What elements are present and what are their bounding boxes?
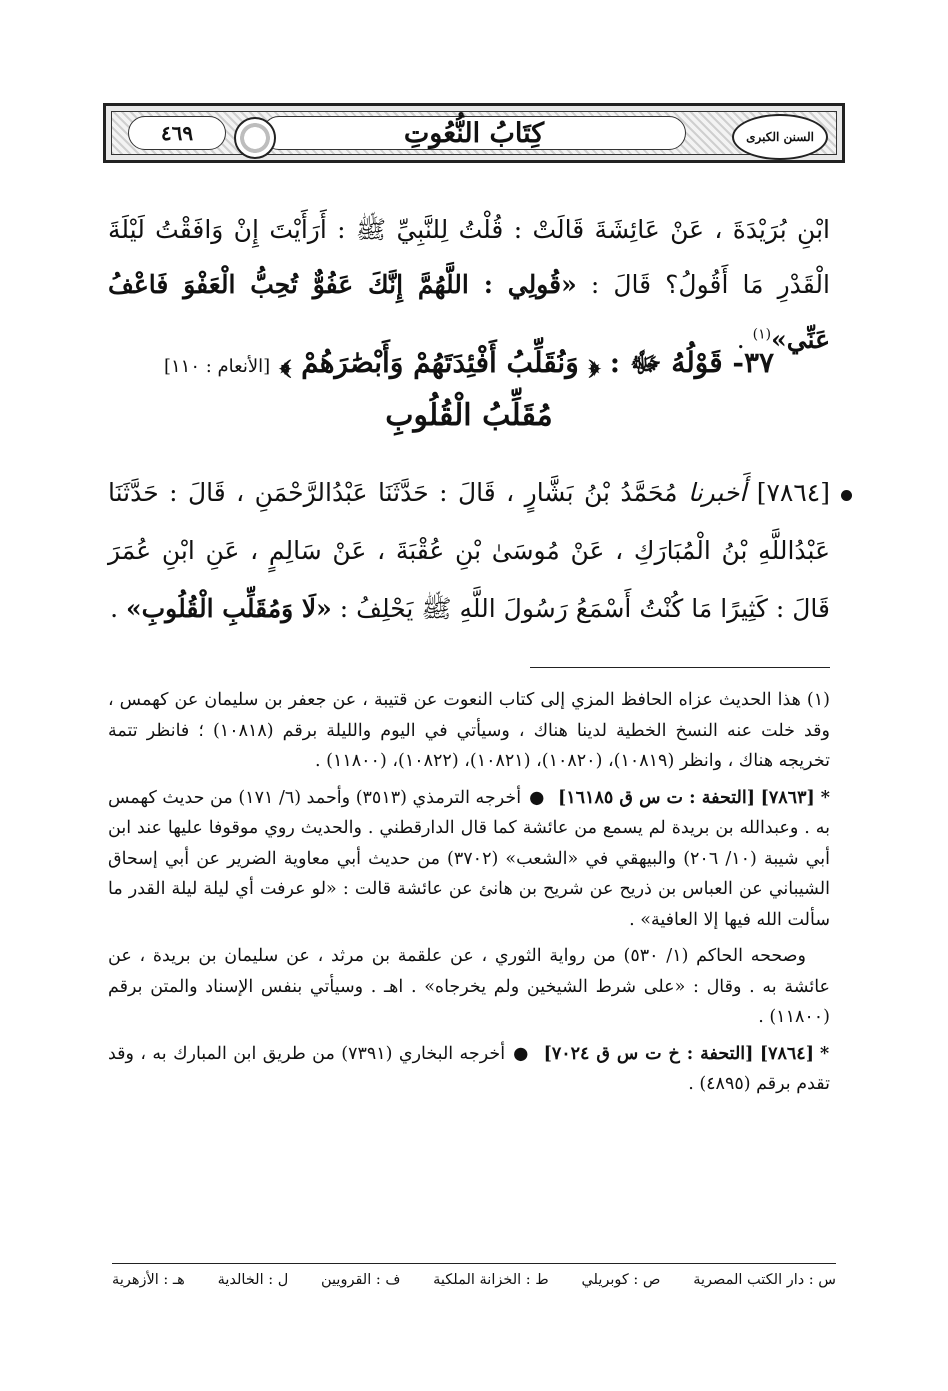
page-header: [103, 103, 845, 163]
prophetic-quote: «قُولِي : اللَّهُمَّ إِنَّكَ عَفُوٌّ تُحِبُّ الْعَفْوَ فَاعْفُ عَنِّي»: [108, 270, 830, 354]
hadith-end: .: [110, 594, 127, 623]
chapter-subtitle: مُقَلِّبُ الْقُلُوبِ: [385, 398, 553, 433]
hadith-7864: [108, 464, 830, 638]
bullet-icon: ●: [529, 787, 545, 808]
footnote-1: (١) هذا الحديث عزاه الحافظ المزي إلى كتاب النعوت عن قتيبة ، عن جعفر بن سليمان عن كهمس ، وقد خلت عنه النسخ الخطية لدينا هناك ، وسيأتي في اليوم والليلة برقم (١٠٨١٨) ؛ فانظر تتمة تخريجه هناك ، وانظر (١٠٨١٩)، (١٠٨٢٠)، (١٠٨٢١)، (١٠٨٢٢)، (١١٨٠٠) .: [108, 690, 830, 771]
takhrij-text-7864: أخرجه البخاري (٧٣٩١) من طريق ابن المبارك به ، وقد تقدم برقم (٤٨٩٥) .: [108, 1043, 830, 1094]
footnote-reference-1: (١): [752, 326, 772, 343]
intro-line-1: ابْنِ بُرَيْدَةَ ، عَنْ عَائِشَةَ قَالَتْ : قُلْتُ لِلنَّبِيِّ ﷺ : أَرَأَيْتَ إِنْ وَافَقْتُ لَيْلَةَ الْقَدْرِ: [108, 215, 830, 299]
siglum-item: س : دار الكتب المصرية: [693, 1272, 836, 1288]
bullet-icon: ●: [513, 1043, 530, 1064]
hadith-quote: «لَا وَمُقَلِّبِ الْقُلُوبِ»: [126, 594, 332, 623]
page-number: ٤٦٩: [160, 121, 194, 145]
footnotes-section: [108, 685, 830, 1106]
asterisk-icon: *: [820, 787, 830, 808]
siglum-item: ل : الخالدية: [217, 1272, 289, 1288]
manuscript-sigla: [112, 1272, 836, 1288]
header-title-frame: [262, 116, 686, 150]
tuhfa-reference-7863: [التحفة : ت س ق ١٦١٨٥]: [557, 787, 755, 808]
header-ornament-pattern: [111, 111, 837, 155]
page-number-frame: [128, 116, 226, 150]
siglum-item: ط : الخزانة الملكية: [433, 1272, 549, 1288]
series-seal-logo: [732, 114, 828, 160]
hadith-text: مُحَمَّدُ بْنُ بَشَّارٍ ، قَالَ : حَدَّثَنَا عَبْدُالرَّحْمَنِ ، قَالَ : حَدَّثَنَا عَبْدُاللَّهِ بْنُ الْمُبَارَكِ ، عَنْ مُوسَىٰ بْنِ عُقْبَةَ ، عَنْ سَالِمٍ ، عَنِ ابْنِ عُمَرَ قَالَ : كَثِيرًا مَا كُنْتُ أَسْمَعُ رَسُولَ اللَّهِ ﷺ يَحْلِفُ :: [108, 478, 830, 623]
siglum-item: ص : كوبريلي: [581, 1272, 661, 1288]
sigla-divider: [112, 1263, 836, 1264]
takhrij-note-7864: [108, 1039, 830, 1100]
takhrij-text-7863: أخرجه الترمذي (٣٥١٣) وأحمد (٦/ ١٧١) من حديث كهمس به . وعبدالله بن بريدة لم يسمع من عائشة كما قال الدارقطني . والحديث روي موقوفا عليها عند ابن أبي شيبة (١٠/ ٢٠٦) والبيهقي في «الشعب» (٣٧٠٢) من حديث أبي معاوية الضرير عن أبي إسحاق الشيباني عن العباس بن ذريح عن شريح بن هانئ عن عائشة قالت : «لو عرفت أي ليلة ليلة القدر ما سألت الله فيها إلا العافية» .: [108, 787, 830, 930]
hadith-akhbarana: أَخبرنا: [687, 478, 747, 507]
asterisk-icon: *: [820, 1043, 830, 1064]
takhrij-text-7863-continued: وصححه الحاكم (١/ ٥٣٠) من رواية الثوري ، عن علقمة بن مرثد ، عن سليمان بن بريدة ، عن عائشة به . وقال : «على شرط الشيخين ولم يخرجاه» . اهـ . وسيأتي بنفس الإسناد والمتن برقم (١١٨٠٠) .: [108, 946, 830, 1027]
bullet-icon: [841, 490, 852, 501]
series-seal-text: السنن الكبرى: [746, 129, 814, 144]
tuhfa-reference-7864: [التحفة : خ ت س ق ٧٠٢٤]: [543, 1043, 754, 1064]
note-number-7864: [٧٨٦٤]: [759, 1043, 814, 1064]
hadith-number: [٧٨٦٤]: [756, 478, 830, 507]
takhrij-note-7863: [108, 783, 830, 936]
intro-line-2-end: .: [736, 325, 753, 354]
quran-reference: [الأنعام : ١١٠]: [163, 356, 271, 377]
note-number-7863: [٧٨٦٣]: [760, 787, 815, 808]
rosette-ornament-icon: [234, 117, 276, 159]
siglum-item: ف : القرويين: [321, 1272, 401, 1288]
siglum-item: هـ : الأزهرية: [112, 1272, 185, 1288]
intro-line-2-start: مَا أَقُولُ؟ قَالَ :: [590, 270, 764, 299]
book-section-title: كِتَابُ النُّعُوتِ: [403, 117, 545, 149]
chapter-heading: [108, 340, 830, 390]
chapter-heading-text: ٣٧- قَوْلُهُ ﷻ : ﴿ وَنُقَلِّبُ أَفْئِدَتَهُمْ وَأَبْصَٰرَهُمْ ﴾: [279, 346, 775, 379]
footnote-divider: [530, 667, 830, 668]
